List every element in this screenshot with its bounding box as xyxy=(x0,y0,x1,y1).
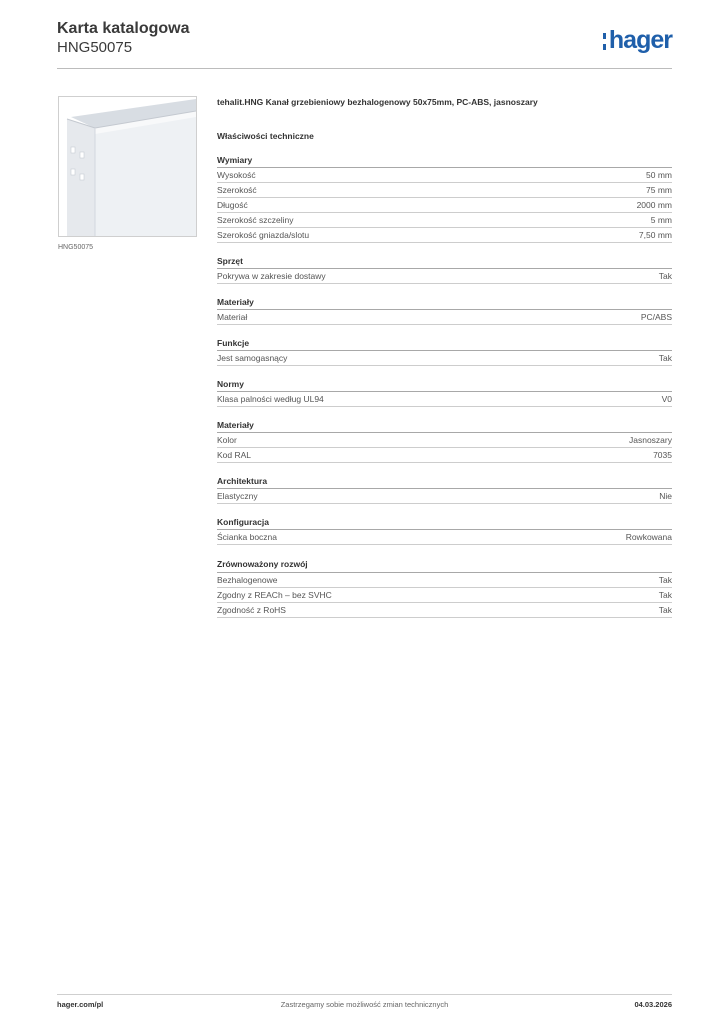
spec-label: Pokrywa w zakresie dostawy xyxy=(217,271,326,281)
section-title: Konfiguracja xyxy=(217,516,672,530)
spec-value: Tak xyxy=(658,271,672,281)
section-title: Materiały xyxy=(217,419,672,433)
spec-row xyxy=(217,603,672,618)
spec-row xyxy=(217,489,672,504)
spec-value: PC/ABS xyxy=(640,312,672,322)
spec-row xyxy=(217,351,672,366)
spec-row xyxy=(217,433,672,448)
doc-product-code: HNG50075 xyxy=(57,39,133,56)
spec-label: Klasa palności według UL94 xyxy=(217,394,324,404)
page-footer xyxy=(57,994,672,1015)
spec-label: Zgodny z REACh – bez SVHC xyxy=(217,590,332,600)
spec-section xyxy=(217,475,672,504)
spec-label: Ścianka boczna xyxy=(217,532,278,542)
spec-value: 7,50 mm xyxy=(638,230,672,240)
product-image-caption: HNG50075 xyxy=(58,244,94,251)
spec-label: Szerokość xyxy=(217,185,257,195)
spec-label: Bezhalogenowe xyxy=(217,575,278,585)
logo-mark-icon xyxy=(603,33,606,50)
spec-value: Tak xyxy=(658,590,672,600)
spec-section xyxy=(217,154,672,243)
spec-label: Elastyczny xyxy=(217,491,258,501)
spec-label: Jest samogasnący xyxy=(217,353,288,363)
spec-row xyxy=(217,168,672,183)
spec-section xyxy=(217,378,672,407)
section-title: Sprzęt xyxy=(217,255,672,269)
cable-trunking-image xyxy=(58,96,197,237)
spec-row xyxy=(217,213,672,228)
spec-value: Tak xyxy=(658,605,672,615)
spec-row xyxy=(217,228,672,243)
spec-value: 7035 xyxy=(653,450,672,460)
spec-row xyxy=(217,588,672,603)
spec-label: Szerokość szczeliny xyxy=(217,215,294,225)
spec-row xyxy=(217,392,672,407)
product-description: tehalit.HNG Kanał grzebieniowy bezhalogenowy 50x75mm, PC-ABS, jasnoszary xyxy=(217,97,538,107)
spec-section xyxy=(217,255,672,284)
spec-row xyxy=(217,269,672,284)
footer-note: Zastrzegamy sobie możliwość zmian technicznych xyxy=(280,1000,449,1009)
spec-label: Materiał xyxy=(217,312,248,322)
spec-value: V0 xyxy=(661,394,672,404)
logo-text: hager xyxy=(608,26,672,54)
spec-row xyxy=(217,448,672,463)
doc-title: Karta katalogowa xyxy=(57,20,190,37)
page-header xyxy=(57,20,672,68)
spec-value: Tak xyxy=(658,575,672,585)
spec-value: 2000 mm xyxy=(636,200,672,210)
spec-value: 50 mm xyxy=(646,170,672,180)
spec-section xyxy=(217,419,672,463)
section-title: Materiały xyxy=(217,296,672,310)
spec-value: Tak xyxy=(658,353,672,363)
section-title: Normy xyxy=(217,378,672,392)
spec-label: Zgodność z RoHS xyxy=(217,605,286,615)
footer-url: hager.com/pl xyxy=(57,1000,104,1009)
spec-value: 5 mm xyxy=(650,215,672,225)
spec-label: Długość xyxy=(217,200,248,210)
spec-value: Nie xyxy=(659,491,672,501)
header-divider xyxy=(57,68,672,69)
spec-label: Kolor xyxy=(217,435,237,445)
spec-row xyxy=(217,183,672,198)
spec-value: Jasnoszary xyxy=(629,435,672,445)
spec-section xyxy=(217,296,672,325)
spec-section xyxy=(217,337,672,366)
spec-row xyxy=(217,530,672,545)
spec-label: Szerokość gniazda/slotu xyxy=(217,230,310,240)
section-title: Funkcje xyxy=(217,337,672,351)
footer-date: 04.03.2026 xyxy=(634,1000,672,1009)
spec-row xyxy=(217,310,672,325)
section-title: Zrównoważony rozwój xyxy=(217,557,672,573)
tech-properties-title: Właściwości techniczne xyxy=(217,131,314,141)
spec-row xyxy=(217,198,672,213)
product-specs xyxy=(217,96,672,618)
section-title: Wymiary xyxy=(217,154,672,168)
spec-section xyxy=(217,557,672,618)
spec-row xyxy=(217,573,672,588)
spec-value: Rowkowana xyxy=(625,532,672,542)
spec-label: Kod RAL xyxy=(217,450,252,460)
spec-value: 75 mm xyxy=(646,185,672,195)
spec-section xyxy=(217,516,672,545)
hager-logo xyxy=(603,26,672,54)
spec-label: Wysokość xyxy=(217,170,256,180)
section-title: Architektura xyxy=(217,475,672,489)
